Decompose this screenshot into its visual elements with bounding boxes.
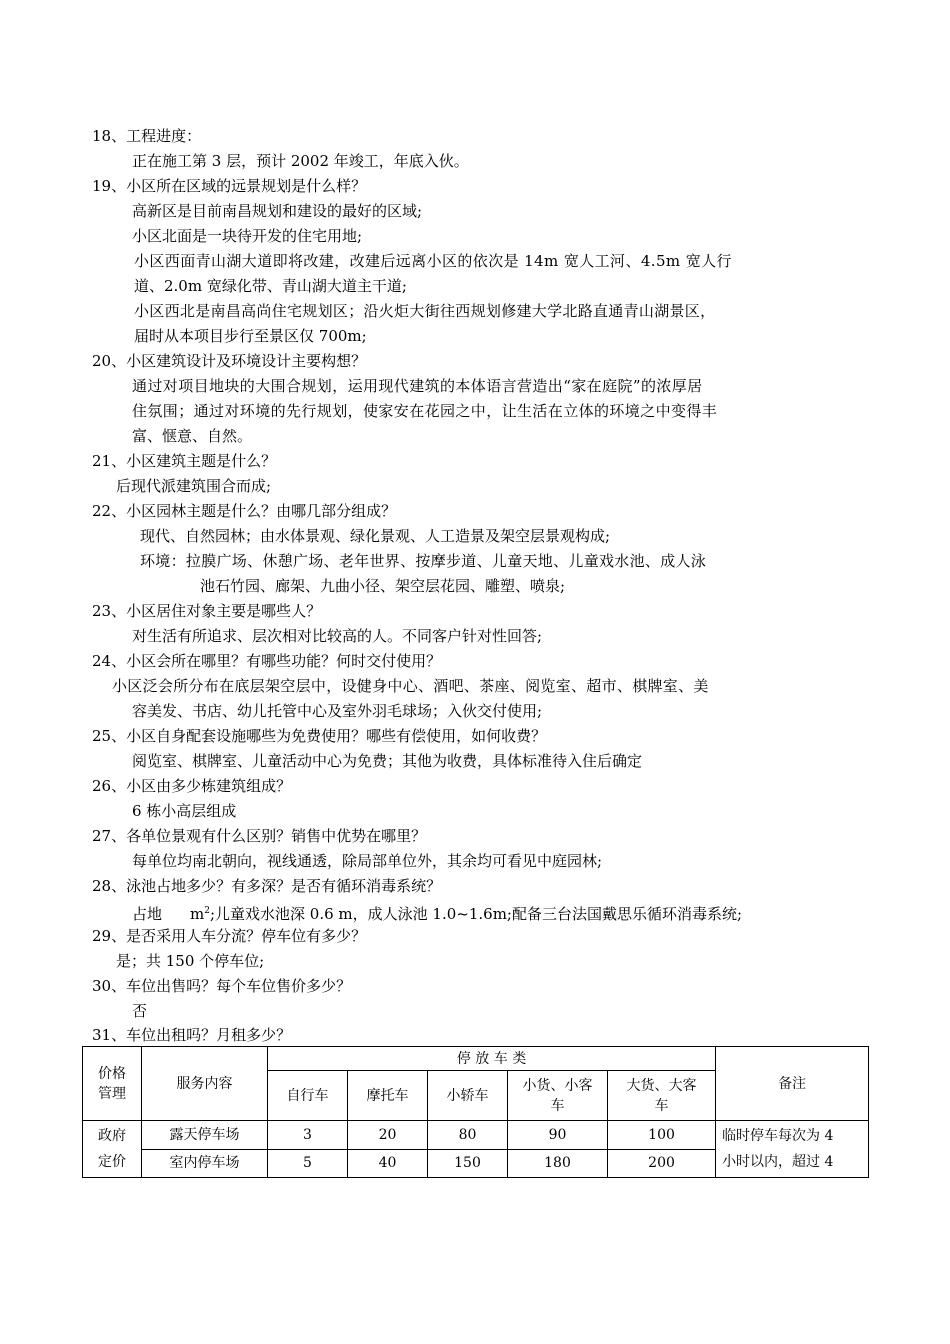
answer-27: 每单位均南北朝向，视线通透，除局部单位外，其余均可看见中庭园林; (132, 852, 603, 870)
question-28: 28、泳池占地多少？有多深？是否有循环消毒系统？ (92, 877, 442, 895)
row-group-government-pricing: 政府 定价 (83, 1121, 142, 1178)
question-30: 30、车位出售吗？每个车位售价多少？ (92, 977, 352, 995)
question-25: 25、小区自身配套设施哪些为免费使用？哪些有偿使用，如何收费？ (92, 727, 547, 745)
cell-value: 200 (608, 1149, 716, 1178)
answer-19-line-4: 道、2.0m 宽绿化带、青山湖大道主干道; (134, 277, 407, 295)
row-service: 室内停车场 (142, 1149, 268, 1178)
cell-value: 150 (428, 1149, 508, 1178)
answer-28-unit: m (190, 905, 205, 923)
answer-25: 阅览室、棋牌室、儿童活动中心为免费；其他为收费，具体标准待入住后确定 (132, 752, 643, 770)
answer-28 (132, 902, 742, 923)
parking-fee-table (82, 1046, 869, 1178)
cell-value: 80 (428, 1121, 508, 1150)
question-20: 20、小区建筑设计及环境设计主要构想？ (92, 352, 367, 370)
header-motorcycle: 摩托车 (348, 1071, 428, 1121)
answer-20-line-2: 住氛围；通过对环境的先行规划，使家安在花园之中，让生活在立体的环境之中变得丰 (132, 402, 718, 420)
question-22: 22、小区园林主题是什么？由哪几部分组成？ (92, 502, 397, 520)
answer-19-line-3: 小区西面青山湖大道即将改建，改建后远离小区的依次是 14m 宽人工河、4.5m 宽人行 (134, 252, 732, 270)
answer-28-label: 占地 (132, 905, 163, 923)
question-18: 18、工程进度： (92, 127, 202, 145)
cell-value: 100 (608, 1121, 716, 1150)
question-29: 29、是否采用人车分流？停车位有多少？ (92, 927, 367, 945)
answer-21: 后现代派建筑围合而成; (116, 477, 272, 495)
answer-22-line-2: 环境：拉膜广场、休憩广场、老年世界、按摩步道、儿童天地、儿童戏水池、成人泳 (140, 552, 707, 570)
header-price-management: 价格 管理 (83, 1047, 142, 1121)
answer-19-line-6: 届时从本项目步行至景区仅 700m; (134, 327, 367, 345)
cell-value: 20 (348, 1121, 428, 1150)
note-cell: 临时停车每次为 4 小时以内，超过 4 (716, 1121, 869, 1178)
answer-19-line-1: 高新区是目前南昌规划和建设的最好的区域; (132, 202, 423, 220)
cell-value: 3 (268, 1121, 348, 1150)
header-vehicle-type: 停 放 车 类 (268, 1047, 716, 1071)
question-24: 24、小区会所在哪里？有哪些功能？何时交付使用？ (92, 652, 442, 670)
answer-30: 否 (132, 1002, 148, 1020)
question-19: 19、小区所在区域的远景规划是什么样？ (92, 177, 367, 195)
cell-value: 180 (508, 1149, 608, 1178)
answer-20-line-1: 通过对项目地块的大围合规划，运用现代建筑的本体语言营造出“家在庭院”的浓厚居 (132, 377, 703, 395)
answer-24-line-1: 小区泛会所分布在底层架空层中，设健身中心、酒吧、茶座、阅览室、超市、棋牌室、美 (112, 677, 709, 695)
answer-23: 对生活有所追求、层次相对比较高的人。不同客户针对性回答; (132, 627, 543, 645)
question-27: 27、各单位景观有什么区别？销售中优势在哪里？ (92, 827, 427, 845)
answer-26: 6 栋小高层组成 (132, 802, 237, 820)
row-service: 露天停车场 (142, 1121, 268, 1150)
answer-19-line-2: 小区北面是一块待开发的住宅用地; (132, 227, 363, 245)
answer-24-line-2: 容美发、书店、幼儿托管中心及室外羽毛球场；入伙交付使用; (132, 702, 543, 720)
answer-18: 正在施工第 3 层，预计 2002 年竣工，年底入伙。 (132, 152, 469, 170)
cell-value: 40 (348, 1149, 428, 1178)
header-large-truck-bus: 大货、大客 车 (608, 1071, 716, 1121)
answer-28-text: ;儿童戏水池深 0.6 m，成人泳池 1.0~1.6m;配备三台法国戴思乐循环消毒系统; (209, 905, 743, 923)
header-small-truck-bus: 小货、小客 车 (508, 1071, 608, 1121)
table-row (83, 1121, 869, 1150)
header-car: 小轿车 (428, 1071, 508, 1121)
cell-value: 90 (508, 1121, 608, 1150)
question-23: 23、小区居住对象主要是哪些人？ (92, 602, 322, 620)
answer-29: 是；共 150 个停车位; (116, 952, 265, 970)
question-26: 26、小区由多少栋建筑组成？ (92, 777, 292, 795)
header-bicycle: 自行车 (268, 1071, 348, 1121)
answer-19-line-5: 小区西北是南昌高尚住宅规划区；沿火炬大街往西规划修建大学北路直通青山湖景区， (134, 302, 716, 320)
answer-22-line-3: 池石竹园、廊架、九曲小径、架空层花园、雕塑、喷泉; (200, 577, 566, 595)
question-31: 31、车位出租吗？月租多少？ (92, 1026, 292, 1044)
question-21: 21、小区建筑主题是什么？ (92, 452, 277, 470)
answer-20-line-3: 富、惬意、自然。 (132, 427, 253, 445)
header-note: 备注 (716, 1047, 869, 1121)
header-service: 服务内容 (142, 1047, 268, 1121)
answer-28-superscript: 2 (204, 906, 210, 916)
answer-22-line-1: 现代、自然园林；由水体景观、绿化景观、人工造景及架空层景观构成; (140, 527, 611, 545)
cell-value: 5 (268, 1149, 348, 1178)
